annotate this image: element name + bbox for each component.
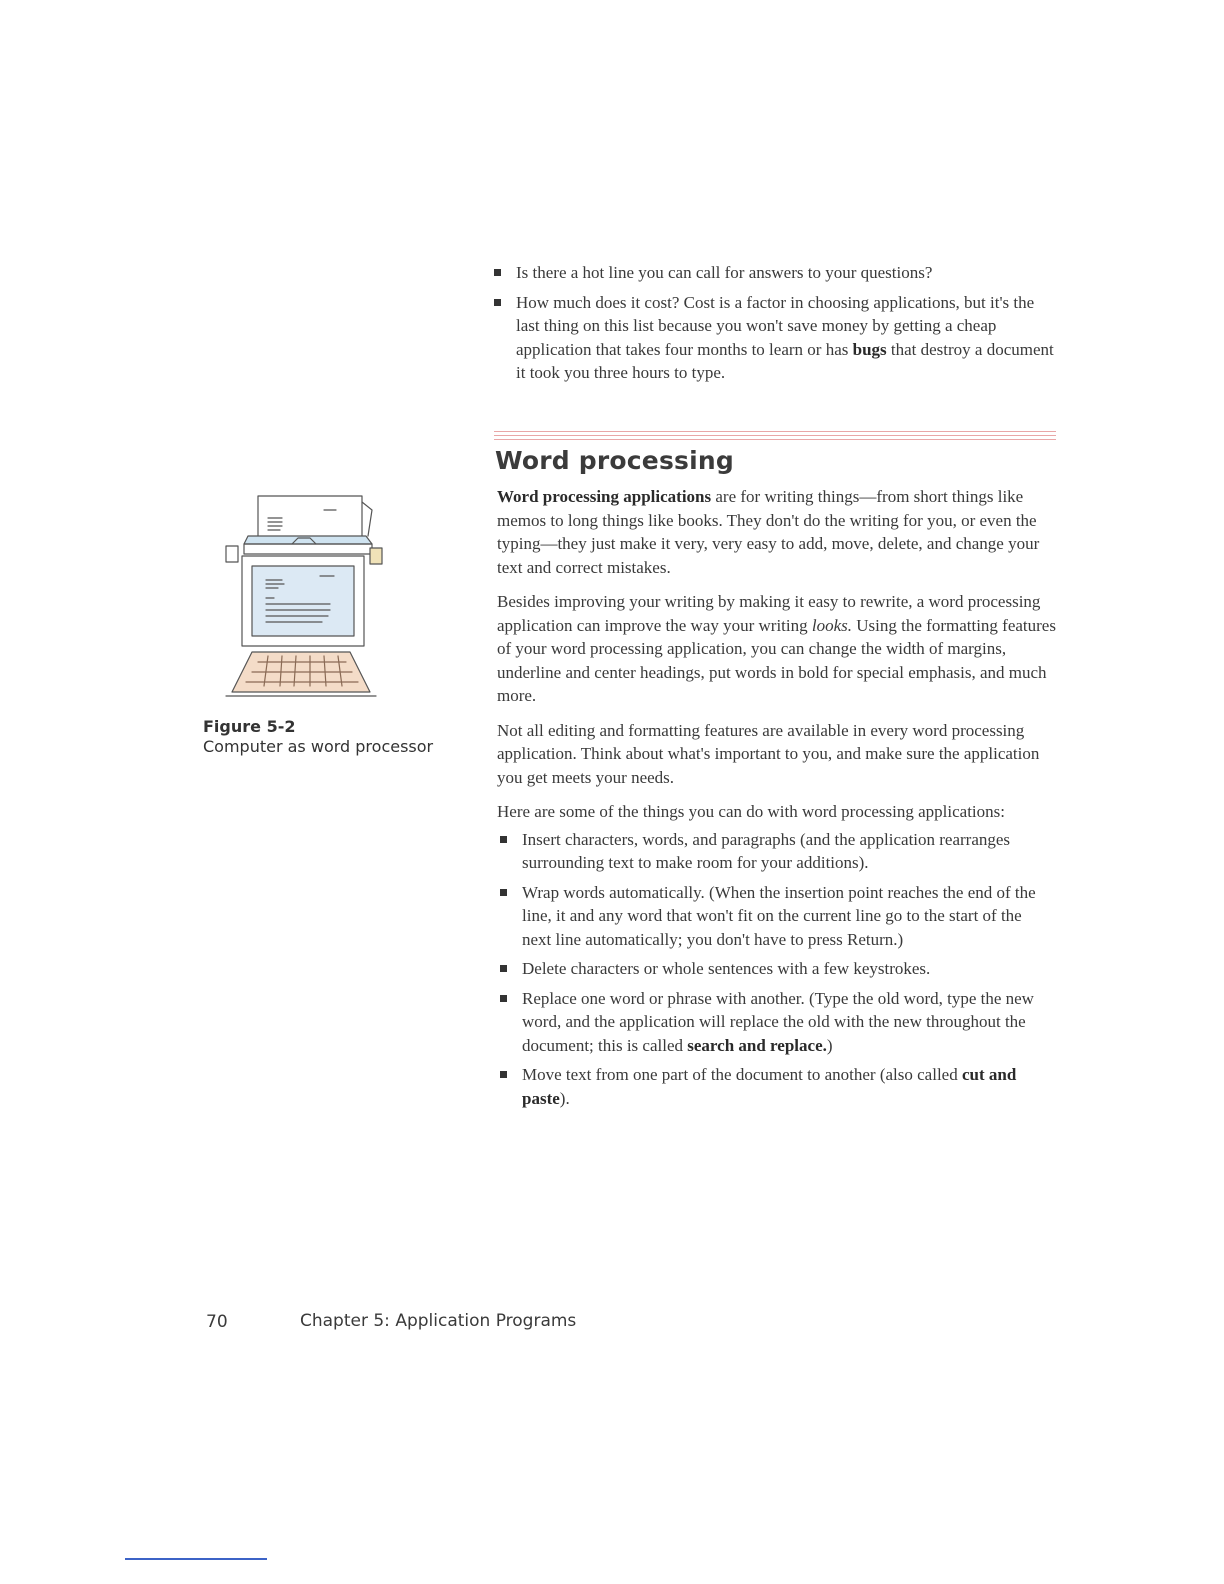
list-item: Replace one word or phrase with another. (Type the old word, type the new word, and the application will replace the old with the new throughout the document; this is called search and replace.) — [500, 987, 1048, 1058]
list-item: Is there a hot line you can call for answers to your questions? — [494, 261, 1060, 285]
figure-caption — [203, 717, 433, 757]
bullet-square-icon — [500, 965, 507, 972]
section-rule-top — [494, 431, 1056, 432]
page-number: 70 — [206, 1312, 228, 1332]
list-item: How much does it cost? Cost is a factor in choosing applications, but it's the last thing on this list because you won't save money by getting a cheap application that takes four months to learn or has bugs that destroy a document it took you three hours to type. — [494, 291, 1060, 385]
computer-illustration-icon — [212, 488, 390, 702]
running-footer-chapter: Chapter 5: Application Programs — [300, 1311, 577, 1331]
paragraph-intro: Word processing applications are for writing things—from short things like memos to long things like books. They don't do the writing for you, or even the typing—they just make it very, very easy to add, move, delete, and change your text and correct mistakes. — [497, 487, 1040, 577]
figure-caption-text: Computer as word processor — [203, 737, 434, 756]
list-item: Wrap words automatically. (When the insertion point reaches the end of the line, it and any word that won't fit on the current line go to the start of the next line automatically; you don't have to press Return.) — [500, 881, 1048, 952]
bullet-square-icon — [500, 995, 507, 1002]
bullet-square-icon — [500, 836, 507, 843]
computer-with-printer-illustration — [212, 488, 390, 702]
paragraph-features: Not all editing and formatting features are available in every word processing application. Think about what's important to you, and make sure the application you get meets your needs. — [497, 720, 1040, 787]
section-rule-middle — [494, 435, 1056, 436]
paragraph-things-list-intro: Here are some of the things you can do with word processing applications: — [497, 802, 1005, 821]
section-body — [497, 485, 1063, 1110]
bullet-square-icon — [500, 889, 507, 896]
bullet-square-icon — [494, 269, 501, 276]
list-item: Move text from one part of the document to another (also called cut and paste). — [500, 1063, 1048, 1110]
bullet-square-icon — [500, 1071, 507, 1078]
section-heading: Word processing — [495, 446, 734, 475]
feature-bullet-list — [500, 828, 1048, 1111]
list-item: Delete characters or whole sentences with a few keystrokes. — [500, 957, 1048, 981]
figure-number: Figure 5-2 — [203, 717, 296, 736]
top-bullet-list — [494, 261, 1060, 385]
list-item: Insert characters, words, and paragraphs (and the application rearranges surrounding text to make room for your additions). — [500, 828, 1048, 875]
section-rule-bottom — [494, 439, 1056, 440]
paragraph-looks: Besides improving your writing by making it easy to rewrite, a word processing application can improve the way your writing looks. Using the formatting features of your word processing application, you can change the width of margins, underline and center headings, put words in bold for special emphasis, and much more. — [497, 592, 1056, 705]
bottom-link-underline — [125, 1558, 267, 1560]
term-bugs: bugs — [852, 339, 887, 359]
bullet-square-icon — [494, 299, 501, 306]
